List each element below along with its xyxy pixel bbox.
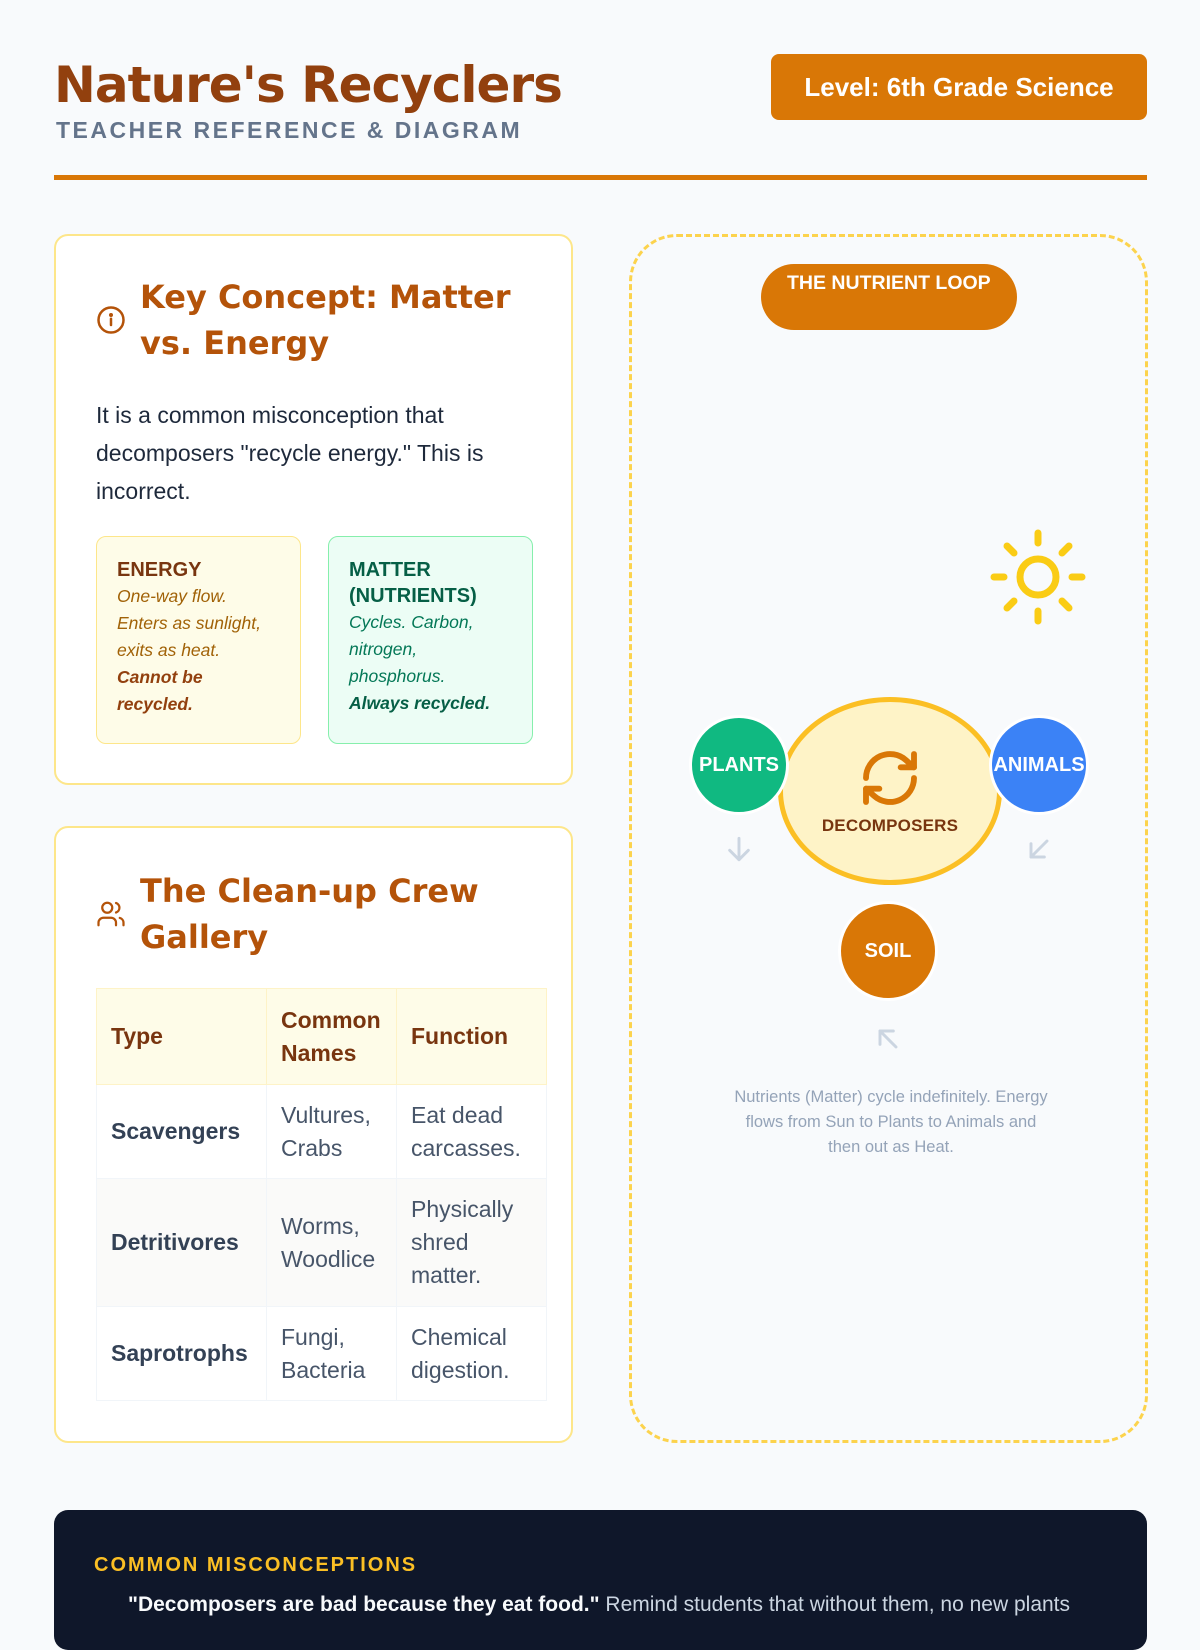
sun-icon xyxy=(988,527,1088,627)
nutrient-loop-note: Nutrients (Matter) cycle indefinitely. Energy flows from Sun to Plants to Animals and then out as Heat. xyxy=(734,1088,1048,1156)
key-concept-header xyxy=(96,274,536,366)
table-row xyxy=(97,1085,547,1179)
users-icon xyxy=(96,899,126,929)
matter-title: MATTER (NUTRIENTS) xyxy=(349,559,477,607)
column-header: Type xyxy=(97,989,267,1085)
cell-type: Saprotrophs xyxy=(97,1307,267,1401)
level-badge: Level: 6th Grade Science xyxy=(771,54,1147,120)
crew-title: The Clean-up Crew Gallery xyxy=(140,872,479,956)
misconceptions-item xyxy=(128,1590,1128,1620)
nutrient-loop-badge: THE NUTRIENT LOOP xyxy=(761,264,1017,330)
cell-function: Chemical digestion. xyxy=(397,1307,547,1401)
decomposers-node xyxy=(778,697,1002,885)
misconception-text: Remind students that without them, no new plants xyxy=(605,1593,1071,1616)
crew-header xyxy=(96,868,536,960)
misconceptions-section xyxy=(54,1510,1147,1650)
key-concept-intro: It is a common misconception that decomposers "recycle energy." This is incorrect. xyxy=(96,402,484,504)
energy-strong: Cannot be recycled. xyxy=(117,667,203,714)
arrow-up-left-icon xyxy=(872,1023,904,1055)
matter-text: Cycles. Carbon, nitrogen, phosphorus. xyxy=(349,612,474,686)
cell-function: Physically shred matter. xyxy=(397,1179,547,1307)
soil-node: SOIL xyxy=(838,901,938,1001)
cell-names: Fungi, Bacteria xyxy=(267,1307,397,1401)
matter-strong: Always recycled. xyxy=(349,693,491,713)
matter-box xyxy=(328,536,533,744)
page-title: Nature's Recyclers xyxy=(54,56,562,114)
cell-type: Scavengers xyxy=(97,1085,267,1179)
energy-box xyxy=(96,536,301,744)
crew-table xyxy=(96,988,547,1401)
page-subtitle: TEACHER REFERENCE & DIAGRAM xyxy=(56,117,523,143)
column-header: Function xyxy=(397,989,547,1085)
decomposers-label: DECOMPOSERS xyxy=(821,816,959,835)
cell-names: Vultures, Crabs xyxy=(267,1085,397,1179)
crew-card xyxy=(54,826,573,1443)
key-concept-card xyxy=(54,234,573,785)
animals-node: ANIMALS xyxy=(989,715,1089,815)
info-icon xyxy=(96,305,126,335)
energy-title: ENERGY xyxy=(117,559,202,581)
column-header: Common Names xyxy=(267,989,397,1085)
nutrient-loop-panel xyxy=(629,234,1148,1443)
cell-names: Worms, Woodlice xyxy=(267,1179,397,1307)
arrow-down-left-icon xyxy=(1023,833,1055,865)
table-row xyxy=(97,1179,547,1307)
table-header-row xyxy=(97,989,547,1085)
key-concept-title: Key Concept: Matter vs. Energy xyxy=(140,278,511,362)
cell-type: Detritivores xyxy=(97,1179,267,1307)
misconception-quote: "Decomposers are bad because they eat food." xyxy=(128,1593,600,1616)
misconceptions-title: COMMON MISCONCEPTIONS xyxy=(94,1554,418,1576)
plants-node: PLANTS xyxy=(689,715,789,815)
cell-function: Eat dead carcasses. xyxy=(397,1085,547,1179)
table-row xyxy=(97,1307,547,1401)
refresh-icon xyxy=(858,746,922,810)
energy-text: One-way flow. Enters as sunlight, exits as heat. xyxy=(117,586,261,660)
page-header xyxy=(54,52,1147,180)
arrow-down-icon xyxy=(723,833,755,865)
